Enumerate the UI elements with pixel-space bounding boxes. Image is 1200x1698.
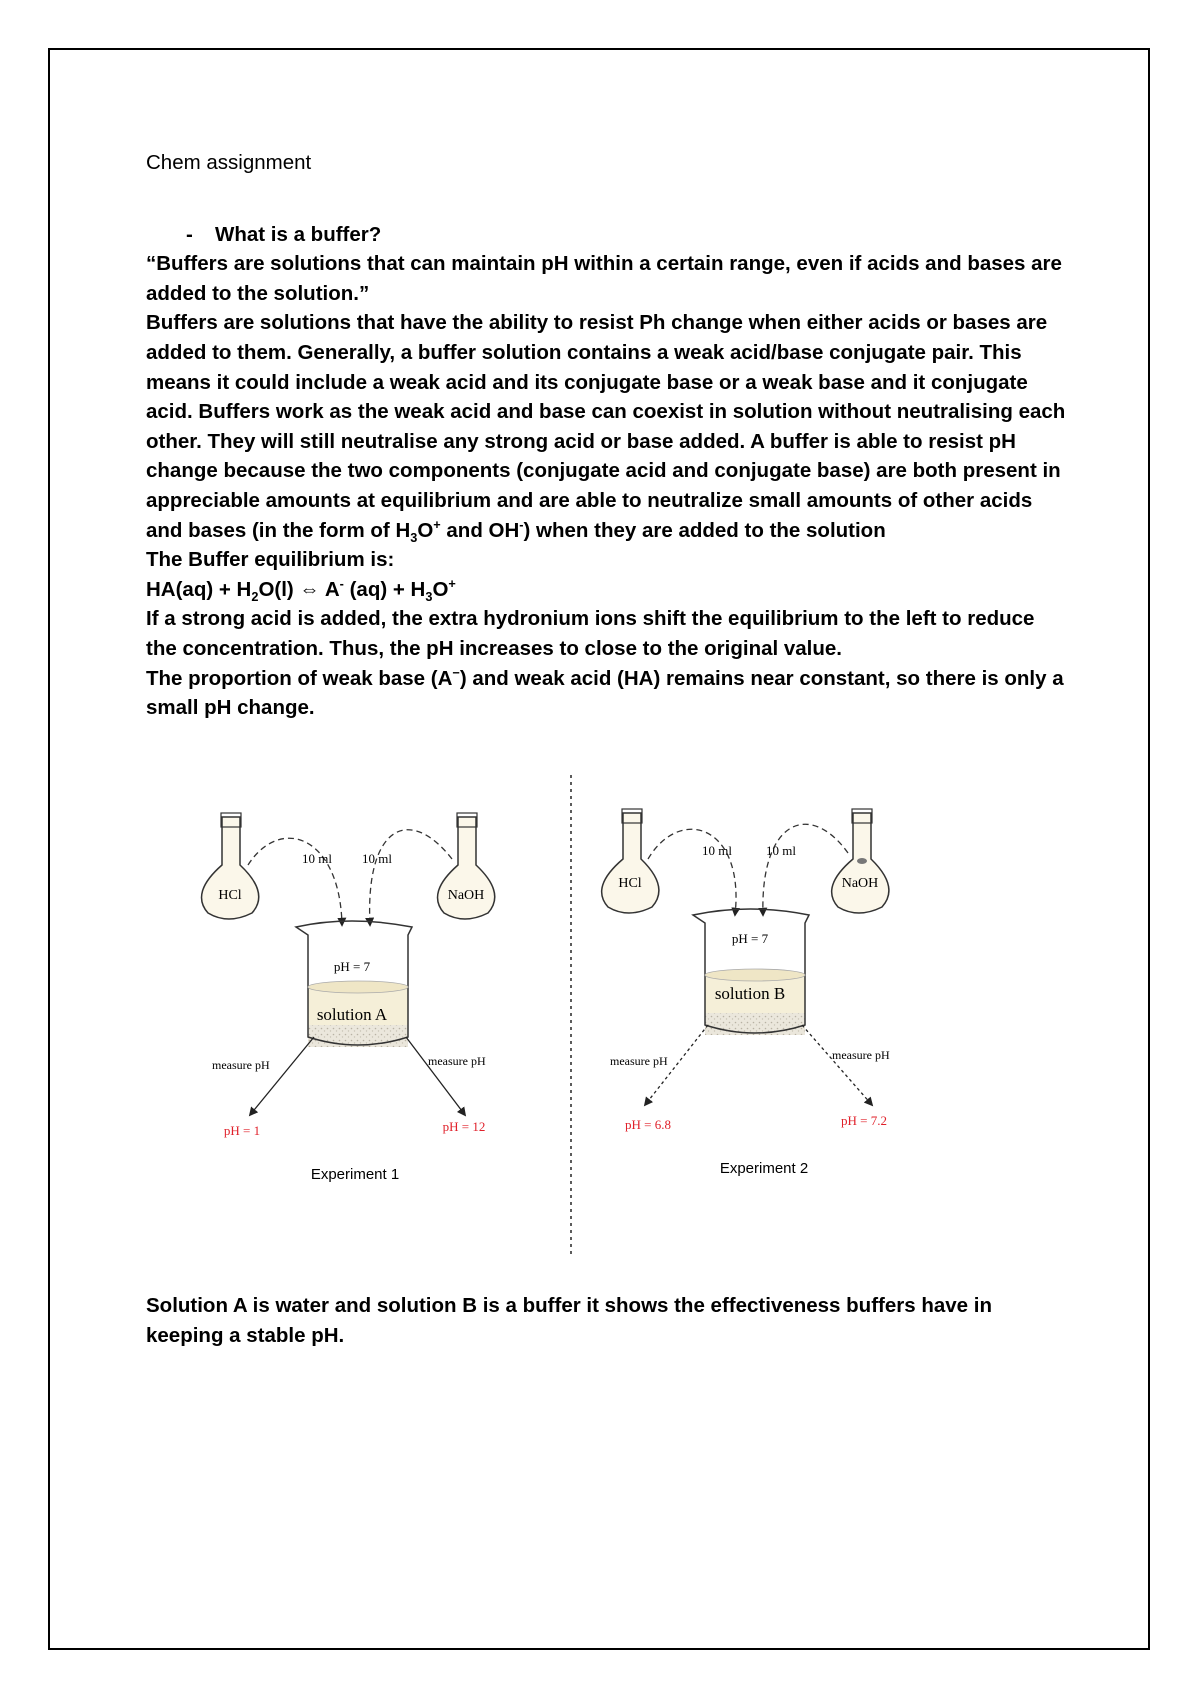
acid-label: HCl: [618, 876, 642, 891]
proportion-paragraph: The proportion of weak base (A−) and weak acid (HA) remains near constant, so there is only a small pH change.: [146, 664, 1064, 720]
experiment-2: [602, 809, 890, 1177]
section-heading: [146, 220, 1066, 250]
acid-label: HCl: [218, 888, 242, 903]
naoh-flask-1: [438, 813, 495, 919]
buffer-experiment-diagram: [200, 775, 950, 1265]
heading-text: What is a buffer?: [215, 222, 382, 246]
result-right: pH = 7.2: [841, 1113, 887, 1128]
measure-arrow-right: [406, 1037, 465, 1115]
base-volume: 10 ml: [766, 843, 796, 858]
measure-left: measure pH: [610, 1054, 668, 1068]
hcl-flask-1: [202, 813, 259, 919]
measure-left: measure pH: [212, 1058, 270, 1072]
result-right: pH = 12: [442, 1119, 486, 1134]
experiment-1: [202, 813, 495, 1183]
beaker-ph: pH = 7: [731, 931, 769, 946]
explanation-paragraph: Buffers are solutions that have the ability to resist Ph change when either acids or bases are added to them. Generally, a buffer solution contains a weak acid/base conjugate pair. This means it could include a weak acid and its conjugate base or a weak base and it conjugate acid. Buffers work as the weak acid and base can coexist in solution without neutralising each other. They will still neutralise any strong acid or base added. A buffer is able to resist pH change because the two components (conjugate acid and conjugate base) are both present in appreciable amounts at equilibrium and are able to neutralize small amounts of other acids and bases (in the form of $H_3O^+$ and OH-) when they are added to the solution: [146, 311, 1066, 545]
conclusion-paragraph: Solution A is water and solution B is a buffer it shows the effectiveness buffers have in keeping a stable pH.: [146, 1294, 992, 1347]
pour-arrow-base: [370, 830, 452, 925]
base-label: NaOH: [447, 888, 485, 903]
caption-2: Experiment 2: [719, 1160, 809, 1177]
measure-arrow-right: [802, 1025, 872, 1105]
measure-right: measure pH: [428, 1054, 486, 1068]
equilibrium-label: The Buffer equilibrium is:: [146, 548, 395, 572]
caption-1: Experiment 1: [310, 1166, 400, 1183]
equilibrium-equation: $HA(aq) + H_2O(l)$ ⇔ A- $(aq) + H_3O^+$: [146, 575, 456, 604]
measure-right: measure pH: [832, 1048, 890, 1062]
bullet-dash: -: [186, 222, 193, 246]
definition-quote: “Buffers are solutions that can maintain pH within a certain range, even if acids and bases are added to the solution.”: [146, 252, 1062, 305]
answer-text: [146, 249, 1066, 723]
base-volume: 10 ml: [362, 851, 392, 866]
measure-arrow-left: [250, 1037, 314, 1115]
base-label: NaOH: [841, 876, 879, 891]
beaker-b: [693, 909, 809, 1035]
acid-volume: 10 ml: [702, 843, 732, 858]
hcl-flask-2: [602, 809, 659, 913]
solution-label: solution A: [316, 1005, 388, 1024]
beaker-ph: pH = 7: [333, 959, 371, 974]
strong-acid-paragraph: If a strong acid is added, the extra hydronium ions shift the equilibrium to the left to reduce the concentration. Thus, the pH increases to close to the original value.: [146, 607, 1035, 660]
document-title: Chem assignment: [146, 151, 312, 174]
document-body: [146, 148, 1066, 723]
acid-volume: 10 ml: [302, 851, 332, 866]
naoh-flask-2: [832, 809, 889, 913]
beaker-a: [296, 921, 412, 1047]
solution-label: solution B: [714, 984, 786, 1003]
result-left: pH = 1: [223, 1123, 261, 1138]
result-left: pH = 6.8: [625, 1117, 671, 1132]
